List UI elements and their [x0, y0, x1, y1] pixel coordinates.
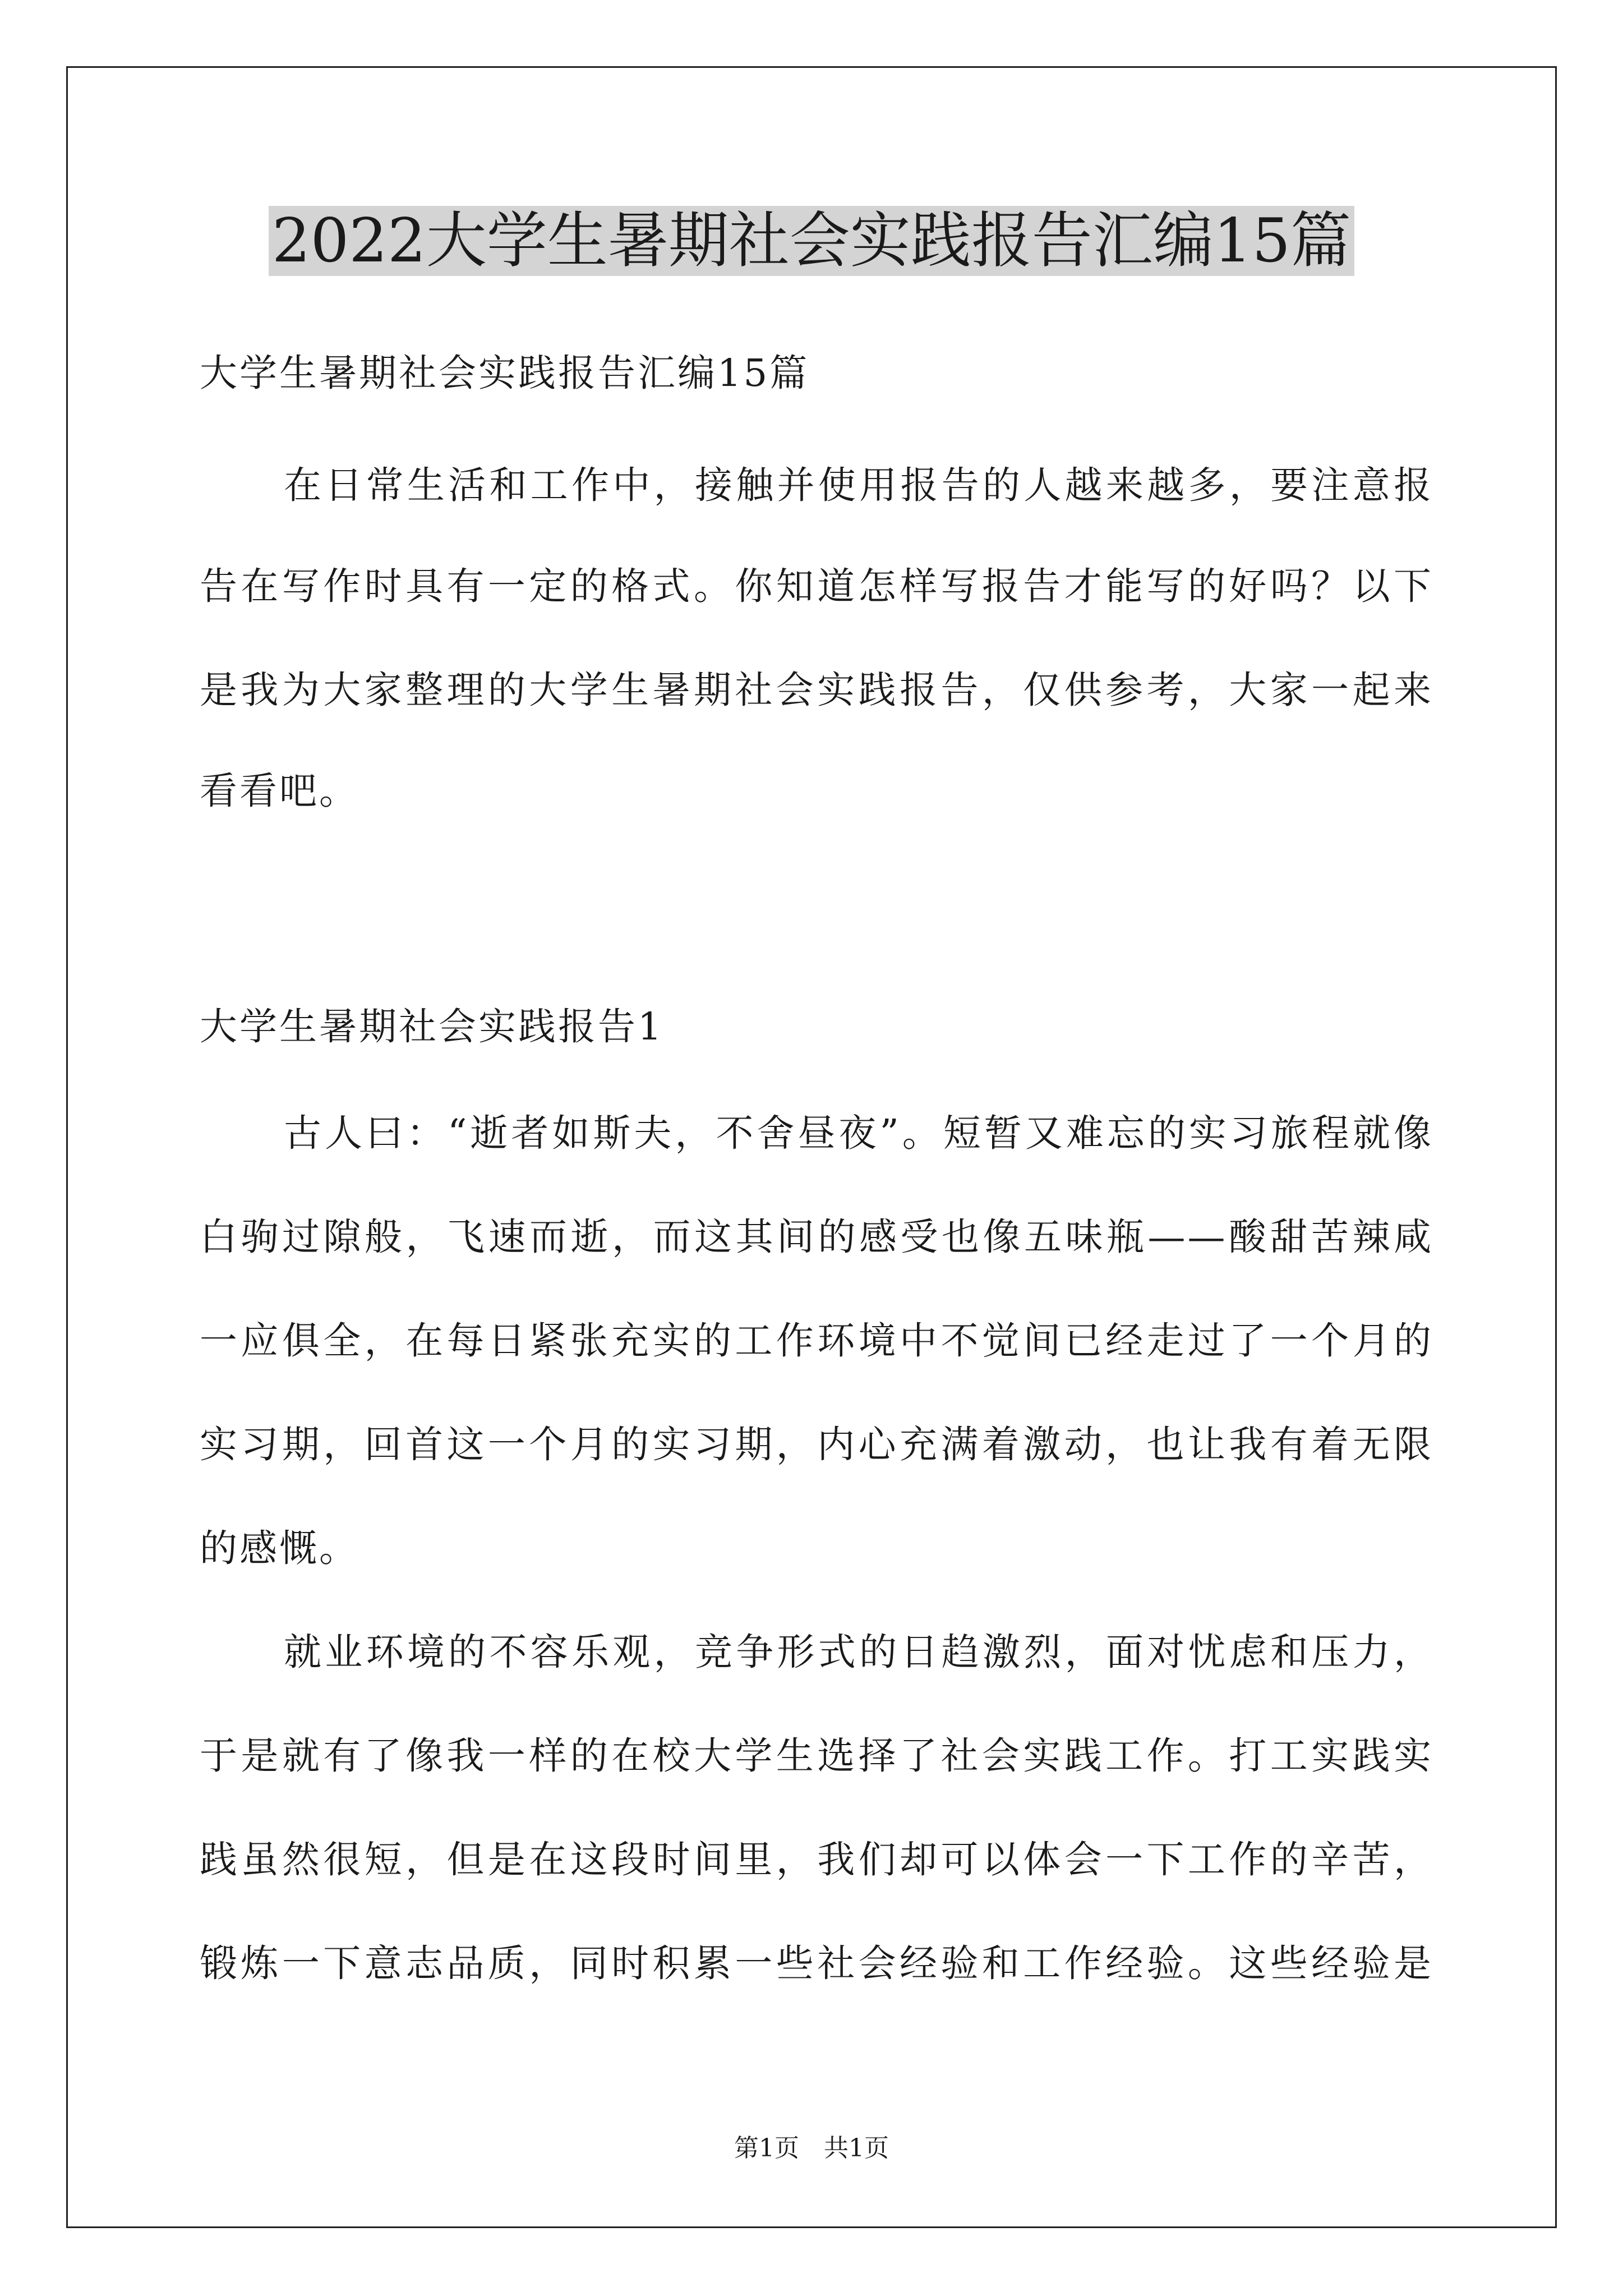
intro-line-1: 在日常生活和工作中，接触并使用报告的人越来越多，要注意报 [284, 463, 1433, 507]
intro-line-4: 看看吧。 [200, 769, 359, 813]
para2-line-4: 锻炼一下意志品质，同时积累一些社会经验和工作经验。这些经验是 [200, 1941, 1433, 1985]
para1-line-5: 的感慨。 [200, 1526, 359, 1570]
document-title [0, 202, 1623, 280]
document-subtitle: 大学生暑期社会实践报告汇编15篇 [200, 351, 810, 395]
para2-line-1: 就业环境的不容乐观，竞争形式的日趋激烈，面对忧虑和压力， [284, 1630, 1433, 1674]
page-total: 共1页 [824, 2134, 889, 2162]
para1-line-1: 古人曰：“逝者如斯夫，不舍昼夜”。短暂又难忘的实习旅程就像 [284, 1111, 1433, 1155]
page-number: 第1页 [734, 2134, 799, 2162]
para2-line-2: 于是就有了像我一样的在校大学生选择了社会实践工作。打工实践实 [200, 1734, 1433, 1778]
section-heading: 大学生暑期社会实践报告1 [200, 1005, 664, 1048]
para2-line-3: 践虽然很短，但是在这段时间里，我们却可以体会一下工作的辛苦， [200, 1838, 1433, 1881]
document-title-text: 2022大学生暑期社会实践报告汇编15篇 [269, 206, 1354, 276]
page-footer [0, 2132, 1623, 2165]
para1-line-2: 白驹过隙般，飞速而逝，而这其间的感受也像五味瓶——酸甜苦辣咸 [200, 1215, 1433, 1259]
intro-line-3: 是我为大家整理的大学生暑期社会实践报告，仅供参考，大家一起来 [200, 668, 1433, 712]
para1-line-3: 一应俱全，在每日紧张充实的工作环境中不觉间已经走过了一个月的 [200, 1319, 1433, 1363]
para1-line-4: 实习期，回首这一个月的实习期，内心充满着激动，也让我有着无限 [200, 1423, 1433, 1466]
intro-line-2: 告在写作时具有一定的格式。你知道怎样写报告才能写的好吗？以下 [200, 564, 1433, 608]
